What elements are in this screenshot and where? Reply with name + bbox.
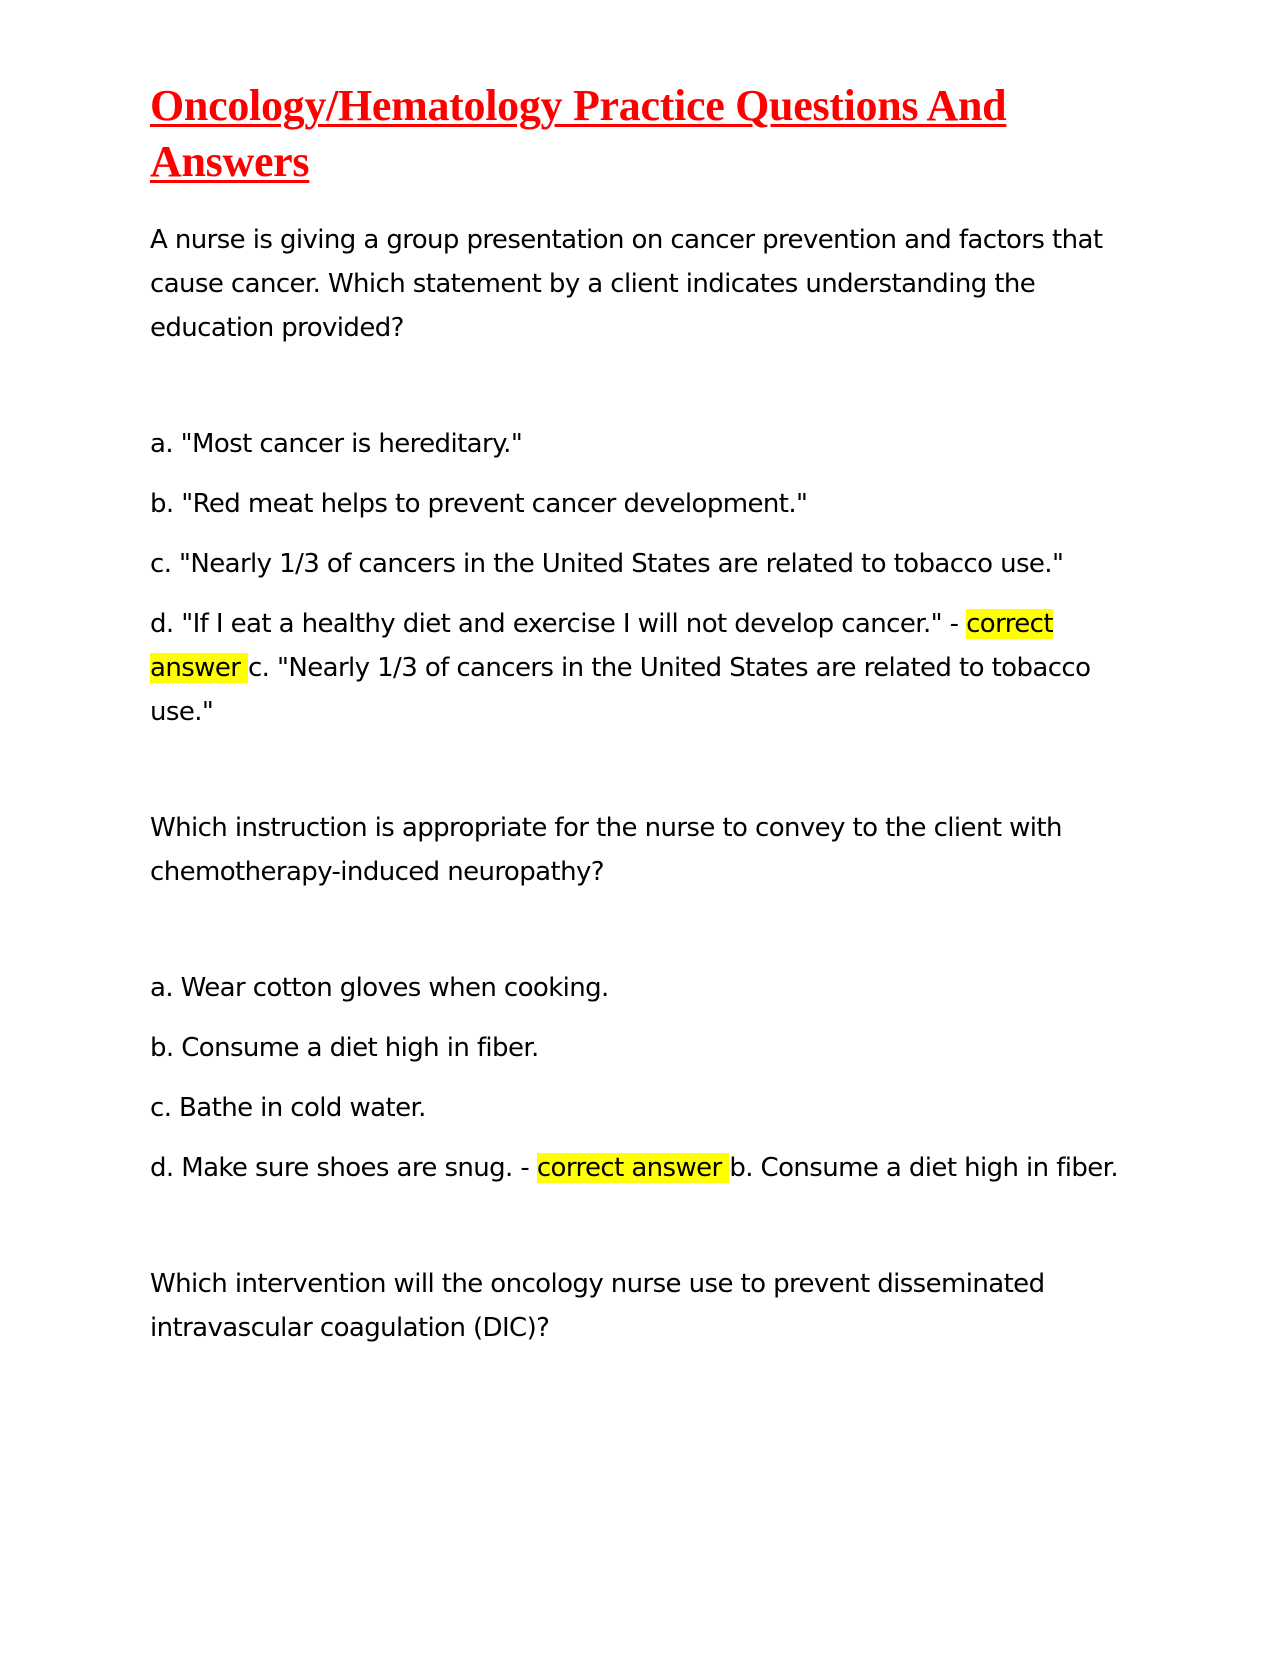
question-1 [150, 218, 1130, 734]
option-c: c. Bathe in cold water. [150, 1093, 426, 1123]
document-page [150, 78, 1130, 1350]
document-title: Oncology/Hematology Practice Questions And Answers [150, 81, 1007, 186]
question-stem: Which intervention will the oncology nurse use to prevent disseminated intravascular coagulation (DIC)? [150, 1269, 1045, 1343]
option-c: c. "Nearly 1/3 of cancers in the United States are related to tobacco use." [150, 549, 1064, 579]
option-d-with-answer [150, 602, 1130, 734]
option-d: d. Make sure shoes are snug. - [150, 1153, 537, 1183]
option-a: a. "Most cancer is hereditary." [150, 429, 523, 459]
correct-answer-text: b. Consume a diet high in fiber. [729, 1153, 1119, 1183]
question-stem: Which instruction is appropriate for the nurse to convey to the client with chemotherapy-induced neuropathy? [150, 813, 1062, 887]
question-2 [150, 806, 1130, 1190]
correct-answer-highlight: correct answer [536, 1153, 730, 1183]
option-d: d. "If I eat a healthy diet and exercise I will not develop cancer." - [150, 609, 959, 639]
question-3 [150, 1262, 1130, 1350]
option-d-with-answer [150, 1146, 1130, 1190]
option-a: a. Wear cotton gloves when cooking. [150, 973, 609, 1003]
correct-answer-highlight: correct answer [150, 609, 1053, 683]
option-b: b. "Red meat helps to prevent cancer development." [150, 489, 808, 519]
option-b: b. Consume a diet high in fiber. [150, 1033, 539, 1063]
correct-answer-text: c. "Nearly 1/3 of cancers in the United States are related to tobacco use." [150, 653, 1091, 727]
question-stem: A nurse is giving a group presentation on cancer prevention and factors that cause cancer. Which statement by a client indicates understanding the education provided? [150, 225, 1103, 343]
